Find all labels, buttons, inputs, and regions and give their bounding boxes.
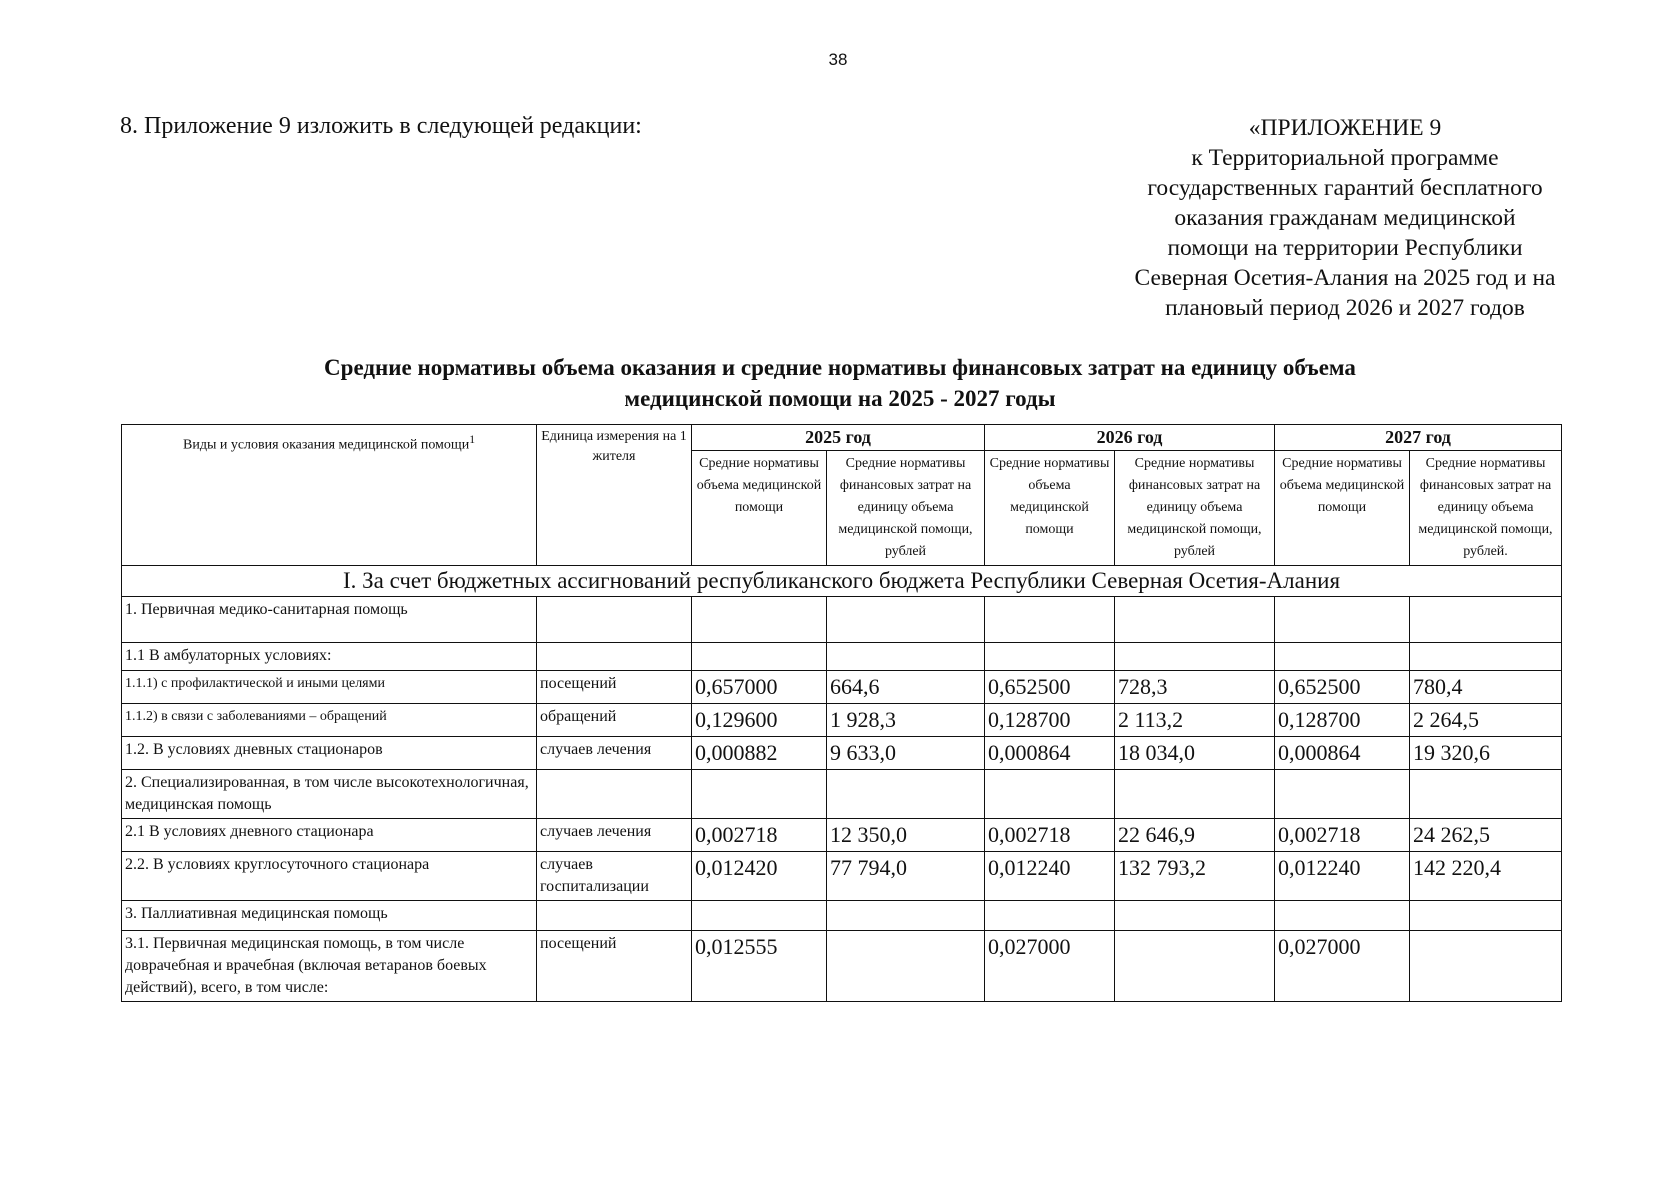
value-cell: 0,652500 (985, 671, 1115, 704)
row-unit (537, 643, 692, 671)
value-cell: 2 264,5 (1410, 704, 1562, 737)
value-cell (1115, 931, 1275, 1002)
value-cell: 0,000882 (692, 737, 827, 770)
value-cell: 0,002718 (692, 819, 827, 852)
value-cell: 0,002718 (1275, 819, 1410, 852)
value-cell (1115, 643, 1275, 671)
value-cell: 0,002718 (985, 819, 1115, 852)
value-cell: 0,128700 (1275, 704, 1410, 737)
value-cell: 24 262,5 (1410, 819, 1562, 852)
value-cell (985, 770, 1115, 819)
value-cell: 0,000864 (985, 737, 1115, 770)
value-cell: 0,012420 (692, 852, 827, 901)
title-line: Средние нормативы объема оказания и средние нормативы финансовых затрат на единицу объема (324, 355, 1356, 380)
value-cell (1115, 597, 1275, 643)
document-title (190, 352, 1490, 414)
value-cell: 1 928,3 (827, 704, 985, 737)
value-cell: 12 350,0 (827, 819, 985, 852)
table-row (122, 819, 1562, 852)
value-cell (1410, 643, 1562, 671)
value-cell: 0,027000 (1275, 931, 1410, 1002)
row-unit: случаев лечения (537, 737, 692, 770)
row-name: 2. Специализированная, в том числе высокотехнологичная, медицинская помощь (122, 770, 537, 819)
value-cell (692, 901, 827, 931)
value-cell: 142 220,4 (1410, 852, 1562, 901)
header-year-2026: 2026 год (985, 425, 1275, 451)
value-cell (1115, 770, 1275, 819)
value-cell: 19 320,6 (1410, 737, 1562, 770)
subheader-cost: Средние нормативы финансовых затрат на единицу объема медицинской помощи, рублей (1115, 451, 1275, 566)
row-name: 3. Паллиативная медицинская помощь (122, 901, 537, 931)
value-cell (985, 901, 1115, 931)
value-cell (1115, 901, 1275, 931)
value-cell: 728,3 (1115, 671, 1275, 704)
value-cell: 0,012240 (1275, 852, 1410, 901)
row-name: 1. Первичная медико-санитарная помощь (122, 597, 537, 643)
page-number: 38 (828, 50, 848, 69)
header-cell-unit: Единица измерения на 1 жителя (537, 425, 692, 566)
value-cell (692, 597, 827, 643)
value-cell (1410, 931, 1562, 1002)
value-cell (1275, 901, 1410, 931)
table-row (122, 704, 1562, 737)
appendix-header (1105, 113, 1585, 323)
table-row (122, 737, 1562, 770)
value-cell (827, 597, 985, 643)
value-cell: 0,000864 (1275, 737, 1410, 770)
value-cell (985, 597, 1115, 643)
appendix-line: оказания гражданам медицинской (1174, 205, 1516, 231)
subheader-volume: Средние нормативы объема медицинской помощи (692, 451, 827, 566)
value-cell: 0,128700 (985, 704, 1115, 737)
row-name: 2.1 В условиях дневного стационара (122, 819, 537, 852)
header-type-text: Виды и условия оказания медицинской помощи (182, 437, 470, 453)
row-unit (537, 597, 692, 643)
row-name: 1.1.2) в связи с заболеваниями – обращений (122, 704, 537, 737)
value-cell: 0,012555 (692, 931, 827, 1002)
value-cell: 664,6 (827, 671, 985, 704)
value-cell (985, 643, 1115, 671)
value-cell (827, 931, 985, 1002)
value-cell: 9 633,0 (827, 737, 985, 770)
value-cell: 18 034,0 (1115, 737, 1275, 770)
value-cell (692, 770, 827, 819)
row-unit (537, 901, 692, 931)
appendix-line: государственных гарантий бесплатного (1147, 175, 1543, 201)
row-unit: посещений (537, 931, 692, 1002)
footnote-mark: 1 (469, 433, 476, 446)
table-row (122, 901, 1562, 931)
appendix-line: Северная Осетия-Алания на 2025 год и на (1134, 265, 1556, 291)
value-cell (1410, 901, 1562, 931)
table-row (122, 931, 1562, 1002)
header-cell-type (122, 425, 537, 566)
table-row (122, 597, 1562, 643)
row-name: 2.2. В условиях круглосуточного стационара (122, 852, 537, 901)
row-name: 1.1.1) с профилактической и иными целями (122, 671, 537, 704)
appendix-line: плановый период 2026 и 2027 годов (1165, 295, 1525, 321)
value-cell (827, 901, 985, 931)
row-unit: посещений (537, 671, 692, 704)
value-cell: 2 113,2 (1115, 704, 1275, 737)
amendment-instruction: 8. Приложение 9 изложить в следующей редакции: (120, 113, 642, 139)
appendix-line: «ПРИЛОЖЕНИЕ 9 (1248, 115, 1442, 141)
row-name: 1.1 В амбулаторных условиях: (122, 643, 537, 671)
value-cell: 77 794,0 (827, 852, 985, 901)
value-cell: 22 646,9 (1115, 819, 1275, 852)
row-name: 1.2. В условиях дневных стационаров (122, 737, 537, 770)
value-cell (827, 643, 985, 671)
appendix-line: к Территориальной программе (1191, 145, 1499, 171)
table-row (122, 852, 1562, 901)
table-row (122, 770, 1562, 819)
value-cell: 780,4 (1410, 671, 1562, 704)
value-cell (1275, 597, 1410, 643)
value-cell (1275, 643, 1410, 671)
value-cell: 0,012240 (985, 852, 1115, 901)
table-row (122, 671, 1562, 704)
value-cell: 132 793,2 (1115, 852, 1275, 901)
value-cell (1275, 770, 1410, 819)
value-cell (827, 770, 985, 819)
row-unit (537, 770, 692, 819)
subheader-volume: Средние нормативы объема медицинской помощи (985, 451, 1115, 566)
table-row (122, 643, 1562, 671)
section-row (122, 566, 1562, 597)
norms-table (121, 424, 1562, 1002)
title-line: медицинской помощи на 2025 - 2027 годы (624, 386, 1056, 411)
value-cell: 0,652500 (1275, 671, 1410, 704)
value-cell: 0,657000 (692, 671, 827, 704)
value-cell: 0,027000 (985, 931, 1115, 1002)
subheader-volume: Средние нормативы объема медицинской помощи (1275, 451, 1410, 566)
header-row-years (122, 425, 1562, 451)
row-name: 3.1. Первичная медицинская помощь, в том числе доврачебная и врачебная (включая ветаранов боевых действий), всего, в том числе: (122, 931, 537, 1002)
row-unit: обращений (537, 704, 692, 737)
value-cell (692, 643, 827, 671)
header-year-2025: 2025 год (692, 425, 985, 451)
header-year-2027: 2027 год (1275, 425, 1562, 451)
row-unit: случаев госпитализации (537, 852, 692, 901)
section-title: I. За счет бюджетных ассигнований республиканского бюджета Республики Северная Осетия-Алания (122, 566, 1562, 597)
appendix-line: помощи на территории Республики (1167, 235, 1523, 261)
subheader-cost: Средние нормативы финансовых затрат на единицу объема медицинской помощи, рублей. (1410, 451, 1562, 566)
subheader-cost: Средние нормативы финансовых затрат на единицу объема медицинской помощи, рублей (827, 451, 985, 566)
value-cell (1410, 770, 1562, 819)
value-cell: 0,129600 (692, 704, 827, 737)
value-cell (1410, 597, 1562, 643)
row-unit: случаев лечения (537, 819, 692, 852)
